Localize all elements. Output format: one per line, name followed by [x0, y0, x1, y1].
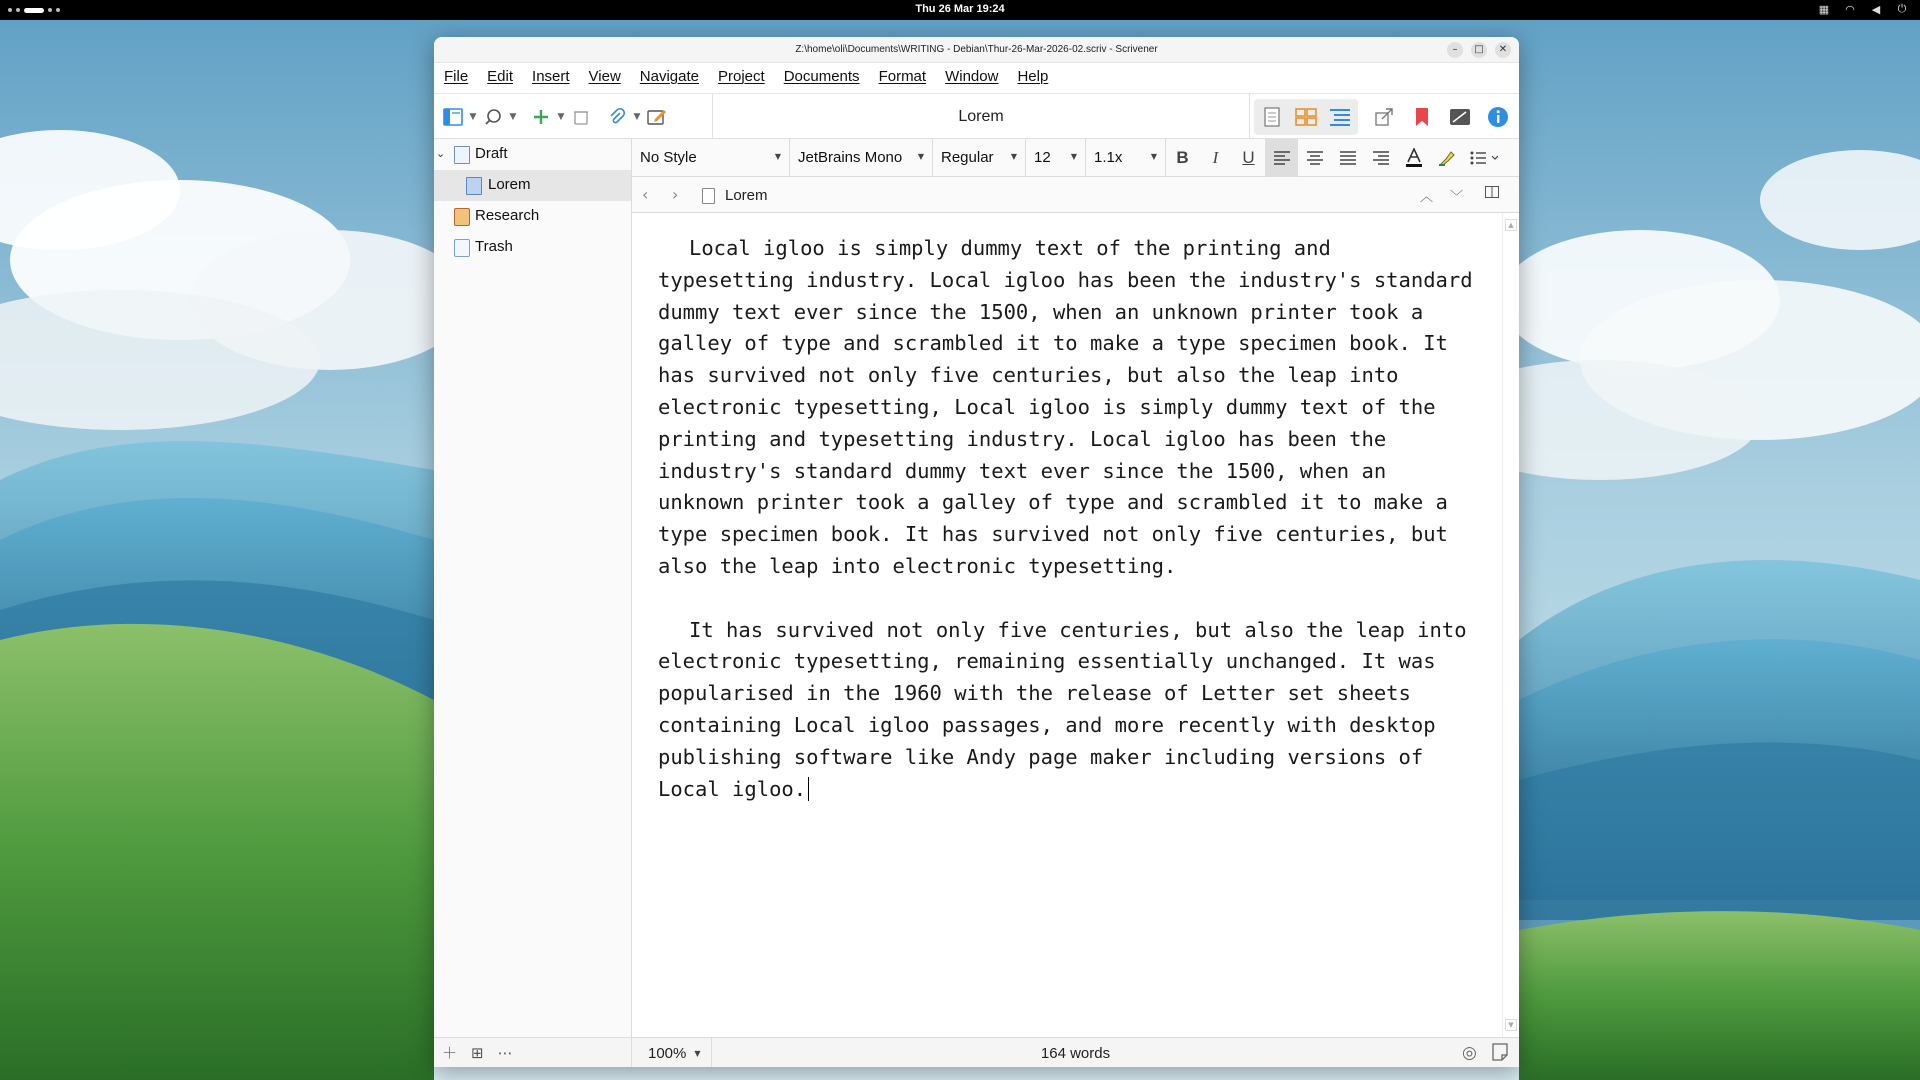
chevron-down-icon: ▼ [694, 1048, 701, 1058]
chevron-down-icon[interactable]: ▼ [469, 112, 477, 122]
scroll-down-icon[interactable]: ▼ [1505, 1019, 1517, 1031]
chevron-down-icon: ▼ [1150, 151, 1157, 161]
size-select[interactable] [1026, 139, 1086, 177]
style-value: No Style [640, 149, 697, 166]
menu-format[interactable]: Format [878, 67, 927, 85]
scrivener-window [434, 37, 1519, 1067]
more-icon[interactable]: ⋯ [497, 1043, 513, 1062]
notes-icon[interactable] [1492, 1043, 1508, 1066]
menu-edit[interactable]: Edit [487, 67, 514, 85]
system-tray[interactable] [1818, 3, 1908, 16]
forward-arrow-icon[interactable]: › [672, 185, 679, 204]
menu-navigate[interactable]: Navigate [639, 67, 699, 85]
text-color-icon[interactable] [1397, 139, 1430, 177]
trash-icon[interactable] [568, 104, 594, 130]
chevron-down-icon[interactable]: ▼ [557, 112, 565, 122]
split-view-icon[interactable] [1485, 186, 1499, 202]
apps-grid-icon[interactable]: ▦ [1818, 4, 1830, 16]
binder-item-label: Trash [475, 238, 513, 255]
toolbar-document-title: Lorem [712, 94, 1250, 139]
menu-bar [434, 63, 1519, 89]
font-value: JetBrains Mono [798, 149, 903, 166]
chevron-up-icon[interactable]: ︿ [1420, 190, 1434, 205]
list-icon[interactable] [1463, 139, 1505, 177]
binder-item-label: Research [475, 207, 540, 224]
binder-item-lorem[interactable] [434, 170, 631, 201]
bold-icon[interactable]: B [1176, 147, 1189, 167]
document-view-icon[interactable] [1256, 101, 1288, 133]
menu-help[interactable]: Help [1017, 67, 1049, 85]
size-value: 12 [1034, 149, 1051, 166]
editor-paragraph: Local igloo is simply dummy text of the printing and typesetting industry. Local igloo has been the industry's standard dummy text ever since the 1500, when an unknown printer took a galley of type and scrambled it to make a type specimen book. It has survived not only five centuries, but also the leap into electronic typesetting, Local igloo is simply dummy text of the printing and typesetting industry. Local igloo has been the industry's standard dummy text ever since the 1500, when an unknown printer took a galley of type and scrambled it to make a type specimen book. It has survived not only five centuries, but also the leap into electronic typesetting. [658, 236, 1473, 578]
weight-select[interactable] [933, 139, 1026, 177]
research-folder-icon [454, 208, 470, 226]
align-left-icon[interactable] [1265, 139, 1298, 177]
menu-window[interactable]: Window [945, 67, 999, 85]
compose-icon[interactable] [644, 104, 670, 130]
text-cursor [808, 777, 809, 801]
minimize-icon[interactable]: – [1447, 42, 1463, 58]
editor-header-bar [632, 177, 1519, 213]
header-document-title[interactable]: Lorem [725, 187, 768, 204]
line-spacing-value: 1.1x [1094, 149, 1123, 166]
chevron-down-icon: ▼ [1070, 151, 1077, 161]
power-icon[interactable]: ⏻ [1897, 3, 1907, 15]
main-toolbar [434, 93, 1519, 139]
editor-text-area[interactable] [632, 213, 1502, 1037]
chevron-down-icon: ▼ [774, 151, 781, 161]
draft-folder-icon [454, 146, 470, 164]
binder-toggle-icon[interactable] [440, 104, 466, 130]
format-bar [632, 139, 1519, 177]
align-right-icon[interactable] [1364, 139, 1397, 177]
view-mode-group [1254, 99, 1358, 135]
trash-folder-icon [454, 239, 470, 257]
outline-icon[interactable] [1324, 101, 1356, 133]
binder-item-trash[interactable] [434, 232, 631, 263]
underline-icon[interactable]: U [1242, 147, 1255, 167]
chevron-down-icon: ▼ [1010, 151, 1017, 161]
wifi-icon[interactable]: ◠ [1845, 4, 1855, 16]
weight-value: Regular [941, 149, 994, 166]
menu-documents[interactable]: Documents [783, 67, 860, 85]
binder-item-research[interactable] [434, 201, 631, 232]
add-icon[interactable]: ＋ [442, 1044, 458, 1062]
italic-icon[interactable]: I [1212, 147, 1219, 167]
bookmark-icon[interactable] [1406, 101, 1438, 133]
window-title: Z:\home\oli\Documents\WRITING - Debian\Thur-26-Mar-2026-02.scriv - Scrivener [795, 44, 1158, 55]
chevron-down-icon[interactable]: ▼ [633, 112, 641, 122]
chevron-down-icon[interactable]: ▼ [509, 112, 517, 122]
attachment-icon[interactable] [604, 104, 630, 130]
menu-project[interactable]: Project [718, 67, 765, 85]
menu-insert[interactable]: Insert [532, 67, 570, 85]
close-icon[interactable]: ✕ [1495, 42, 1511, 58]
scroll-up-icon[interactable]: ▲ [1505, 219, 1517, 231]
line-spacing-select[interactable] [1086, 139, 1166, 177]
top-panel [0, 0, 1920, 20]
word-count[interactable]: 164 words [1040, 1045, 1111, 1062]
inspector-icon[interactable] [1444, 101, 1476, 133]
binder-footer [434, 1037, 632, 1067]
volume-icon[interactable]: ◀ [1871, 4, 1881, 16]
share-icon[interactable] [1368, 101, 1400, 133]
binder-item-draft[interactable] [434, 139, 631, 170]
info-icon[interactable] [1482, 101, 1514, 133]
binder-item-label: Draft [475, 145, 508, 162]
highlight-icon[interactable] [1430, 139, 1463, 177]
chevron-down-icon[interactable]: ⌄ [436, 147, 446, 160]
editor-paragraph [658, 615, 1476, 806]
editor-paragraph-text: It has survived not only five centuries, but also the leap into electronic typesetting, remaining essentially unchanged. It was popularised in the 1960 with the release of Letter set sheets containing Local igloo passages, and more recently with desktop publishing software like Andy page maker including versions of Local igloo. [658, 617, 1467, 801]
style-select[interactable] [632, 139, 790, 177]
title-bar[interactable] [434, 37, 1519, 63]
target-icon[interactable]: ◎ [1462, 1043, 1477, 1063]
chevron-down-icon[interactable]: ﹀ [1450, 190, 1464, 205]
document-icon [702, 188, 715, 204]
menu-view[interactable]: View [588, 67, 621, 85]
binder [434, 139, 632, 1037]
vertical-scrollbar[interactable] [1502, 213, 1519, 1037]
corkboard-icon[interactable] [1290, 101, 1322, 133]
new-folder-icon[interactable]: ⊞ [471, 1043, 484, 1062]
font-select[interactable] [790, 139, 933, 177]
chevron-down-icon: ▼ [917, 151, 924, 161]
binder-item-label: Lorem [488, 176, 531, 193]
editor-footer [632, 1037, 1519, 1067]
search-icon[interactable] [480, 104, 506, 130]
back-arrow-icon[interactable]: ‹ [642, 185, 649, 204]
menu-file[interactable]: File [444, 67, 469, 85]
text-document-icon [466, 177, 482, 195]
align-center-icon[interactable] [1298, 139, 1331, 177]
maximize-icon[interactable]: □ [1471, 42, 1487, 58]
align-justify-icon[interactable] [1331, 139, 1364, 177]
add-icon[interactable] [528, 104, 554, 130]
clock[interactable]: Thu 26 Mar 19:24 [915, 3, 1005, 15]
zoom-value: 100% [648, 1044, 687, 1062]
